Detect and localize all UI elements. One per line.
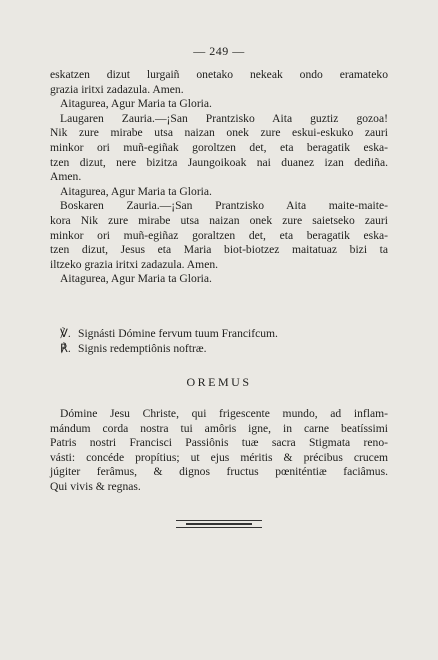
response-symbol: ℟.: [60, 341, 71, 355]
text-line: kora Nik zure mirabe utsa naizan onek zure saietseko zauri: [50, 213, 388, 227]
text-line: Laugaren Zauria.—¡San Prantzisko Aita guztiz gozoa!: [60, 111, 388, 125]
response-text: Signis redemptiônis noftræ.: [78, 341, 207, 355]
text-line: Aitagurea, Agur Maria ta Gloria.: [60, 184, 212, 198]
text-line: Amen.: [50, 170, 82, 184]
response: [60, 342, 388, 357]
text-line: minkor ori muñ-egiñak goroltzen det, eta beragatik eska-: [50, 140, 388, 154]
text-line: minkor ori muñ-egiñaz goraltzen det, eta beragatik eska-: [50, 228, 388, 242]
prayer-line: mándum corda nostra tui amôris igne, in carne beatíssimi: [50, 421, 388, 435]
prayer-line: Patris nostri Francisci Passiônis tuæ sacra Stigmata reno-: [50, 436, 388, 450]
text-line: Boskaren Zauria.—¡San Prantzisko Aita maite-maite-: [60, 199, 388, 213]
ornamental-rule: [176, 519, 262, 529]
versicle-text: Signásti Dómine fervum tuum Francifcum.: [78, 326, 278, 340]
basque-prayer-text: [50, 68, 388, 494]
text-line: iltzeko grazia iritxi zadazula. Amen.: [50, 257, 219, 271]
text-line: tzen dizut, Jesus eta Maria biot-biotzez maitatuaz bizi ta: [50, 243, 388, 257]
versicle: [60, 327, 388, 342]
text-line: Nik zure mirabe utsa naizan onek zure eskui-eskuko zauri: [50, 126, 388, 140]
prayer-line: Qui vivis & regnas.: [50, 479, 141, 493]
text-line: eskatzen dizut lurgaiñ onetako nekeak ondo eramateko: [50, 68, 388, 81]
text-line: grazia iritxi zadazula. Amen.: [50, 82, 184, 96]
prayer-line: Dómine Jesu Christe, qui frigescente mundo, ad inflam-: [60, 406, 388, 420]
page-number: — 249 —: [193, 44, 245, 58]
text-line: Aitagurea, Agur Maria ta Gloria.: [60, 272, 212, 286]
prayer-line: júgiter ferâmus, & dignos fructus pœniténtiæ faciâmus.: [50, 465, 388, 479]
oremus-heading: OREMUS: [186, 374, 252, 389]
text-line: Aitagurea, Agur Maria ta Gloria.: [60, 97, 212, 111]
versicle-symbol: ℣.: [60, 326, 71, 340]
prayer-line: vásti: concéde propítius; ut ejus méritis & précibus crucem: [50, 450, 388, 464]
text-line: tzen dizut, nere bizitza Jaungoikoak nai duanez izan dediña.: [50, 155, 388, 169]
